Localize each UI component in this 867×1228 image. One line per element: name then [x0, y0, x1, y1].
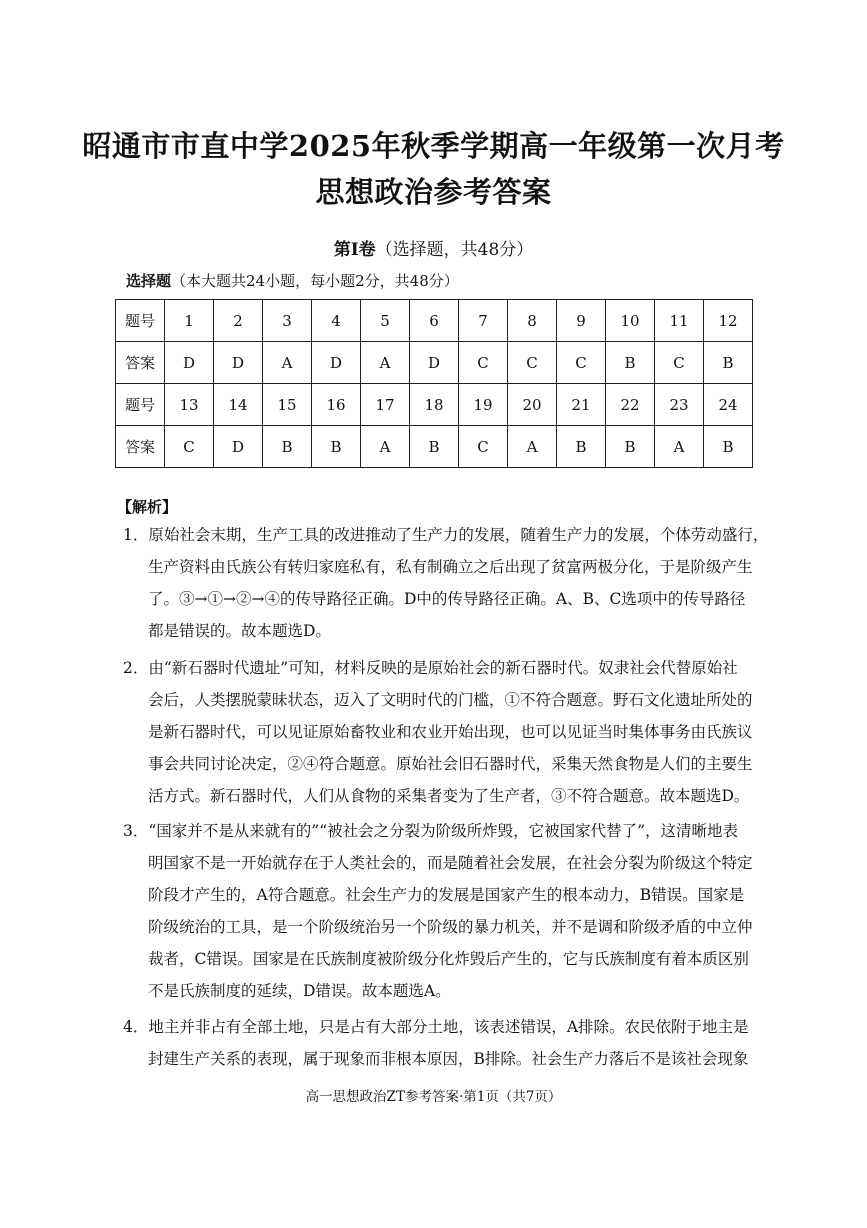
- table-row: [116, 384, 753, 426]
- answer-cell: C: [459, 426, 508, 468]
- answer-table: [115, 299, 753, 468]
- analysis-line: 封建生产关系的表现，属于现象而非根本原因，B排除。社会生产力落后不是该社会现象: [148, 1050, 749, 1068]
- question-number-cell: 23: [655, 384, 704, 426]
- analysis-line: 了。③→①→②→④的传导路径正确。D中的传导路径正确。A、B、C选项中的传导路径: [148, 590, 746, 608]
- question-number-cell: 5: [361, 300, 410, 342]
- question-number-cell: 2: [214, 300, 263, 342]
- answer-cell: C: [508, 342, 557, 384]
- analysis-line: 明国家不是一开始就存在于人类社会的，而是随着社会发展，在社会分裂为阶级这个特定: [148, 854, 753, 872]
- analysis-line: 1．原始社会末期，生产工具的改进推动了生产力的发展，随着生产力的发展，个体劳动盛行，: [123, 526, 769, 544]
- analysis-line: 裁者，C错误。国家是在氏族制度被阶级分化炸毁后产生的，它与氏族制度有着本质区别: [148, 950, 749, 968]
- analysis-heading: 【解析】: [117, 498, 178, 516]
- table-row: [116, 342, 753, 384]
- analysis-line: 4．地主并非占有全部土地，只是占有大部分土地，该表述错误，A排除。农民依附于地主是: [123, 1018, 749, 1036]
- answer-cell: B: [557, 426, 606, 468]
- page-title: 昭通市市直中学2025年秋季学期高一年级第一次月考: [82, 129, 785, 163]
- question-number-cell: 18: [410, 384, 459, 426]
- question-number-cell: 7: [459, 300, 508, 342]
- answer-cell: A: [655, 426, 704, 468]
- analysis-line: 不是氏族制度的延续，D错误。故本题选A。: [148, 982, 451, 1000]
- answer-cell: A: [361, 426, 410, 468]
- analysis-line: 2．由“新石器时代遗址”可知，材料反映的是原始社会的新石器时代。奴隶社会代替原始社: [123, 659, 738, 677]
- analysis-line: 生产资料由氏族公有转归家庭私有，私有制确立之后出现了贫富两极分化，于是阶级产生: [148, 558, 753, 576]
- answer-cell: B: [606, 342, 655, 384]
- question-number-cell: 20: [508, 384, 557, 426]
- question-number-cell: 19: [459, 384, 508, 426]
- answer-cell: B: [410, 426, 459, 468]
- page-footer: 高一思想政治ZT参考答案·第1页（共7页）: [305, 1089, 562, 1105]
- analysis-item: [123, 815, 753, 1007]
- question-number-cell: 10: [606, 300, 655, 342]
- table-row: [116, 426, 753, 468]
- question-number-cell: 6: [410, 300, 459, 342]
- answer-cell: A: [263, 342, 312, 384]
- answer-cell: D: [214, 426, 263, 468]
- question-number-cell: 15: [263, 384, 312, 426]
- answer-cell: D: [410, 342, 459, 384]
- table-row: [116, 300, 753, 342]
- question-number-cell: 16: [312, 384, 361, 426]
- analysis-line: 阶级统治的工具，是一个阶级统治另一个阶级的暴力机关，并不是调和阶级矛盾的中立仲: [148, 918, 753, 936]
- answer-cell: C: [655, 342, 704, 384]
- question-number-cell: 24: [704, 384, 753, 426]
- question-number-cell: 12: [704, 300, 753, 342]
- section-heading: [0, 235, 867, 260]
- question-number-cell: 8: [508, 300, 557, 342]
- analysis-line: 事会共同讨论决定，②④符合题意。原始社会旧石器时代，采集天然食物是人们的主要生: [148, 755, 753, 773]
- answer-cell: C: [165, 426, 214, 468]
- answer-cell: A: [361, 342, 410, 384]
- row-label: 答案: [116, 342, 165, 384]
- analysis-line: 是新石器时代，可以见证原始畜牧业和农业开始出现，也可以见证当时集体事务由氏族议: [148, 723, 753, 741]
- row-label: 题号: [116, 300, 165, 342]
- question-number-cell: 21: [557, 384, 606, 426]
- answer-cell: C: [557, 342, 606, 384]
- answer-cell: B: [704, 342, 753, 384]
- answer-cell: C: [459, 342, 508, 384]
- question-number-cell: 13: [165, 384, 214, 426]
- analysis-line: 3．“国家并不是从来就有的”“被社会之分裂为阶级所炸毁，它被国家代替了”，这清晰地表: [123, 822, 739, 840]
- question-type-label: 选择题: [126, 272, 172, 290]
- answer-cell: B: [312, 426, 361, 468]
- question-number-cell: 11: [655, 300, 704, 342]
- section-note: （选择题，共48分）: [375, 240, 534, 260]
- question-number-cell: 4: [312, 300, 361, 342]
- page-subtitle: 思想政治参考答案: [315, 175, 552, 209]
- answer-cell: D: [214, 342, 263, 384]
- answer-cell: D: [312, 342, 361, 384]
- analysis-item: [123, 652, 753, 812]
- question-number-cell: 3: [263, 300, 312, 342]
- answer-cell: D: [165, 342, 214, 384]
- answer-cell: B: [704, 426, 753, 468]
- question-number-cell: 1: [165, 300, 214, 342]
- analysis-item: [123, 1011, 748, 1075]
- analysis-item: [123, 519, 769, 647]
- analysis-line: 都是错误的。故本题选D。: [148, 622, 331, 640]
- row-label: 题号: [116, 384, 165, 426]
- question-number-cell: 22: [606, 384, 655, 426]
- analysis-line: 会后，人类摆脱蒙昧状态，迈入了文明时代的门槛，①不符合题意。野石文化遗址所处的: [148, 691, 753, 709]
- analysis-line: 阶段才产生的，A符合题意。社会生产力的发展是国家产生的根本动力，B错误。国家是: [148, 886, 745, 904]
- question-type-heading: [126, 270, 459, 291]
- question-number-cell: 14: [214, 384, 263, 426]
- section-label: 第Ⅰ卷: [333, 240, 376, 260]
- question-number-cell: 17: [361, 384, 410, 426]
- row-label: 答案: [116, 426, 165, 468]
- answer-cell: B: [606, 426, 655, 468]
- answer-cell: A: [508, 426, 557, 468]
- question-number-cell: 9: [557, 300, 606, 342]
- answer-cell: B: [263, 426, 312, 468]
- analysis-line: 活方式。新石器时代，人们从食物的采集者变为了生产者，③不符合题意。故本题选D。: [148, 787, 750, 805]
- question-type-note: （本大题共24小题，每小题2分，共48分）: [171, 272, 459, 290]
